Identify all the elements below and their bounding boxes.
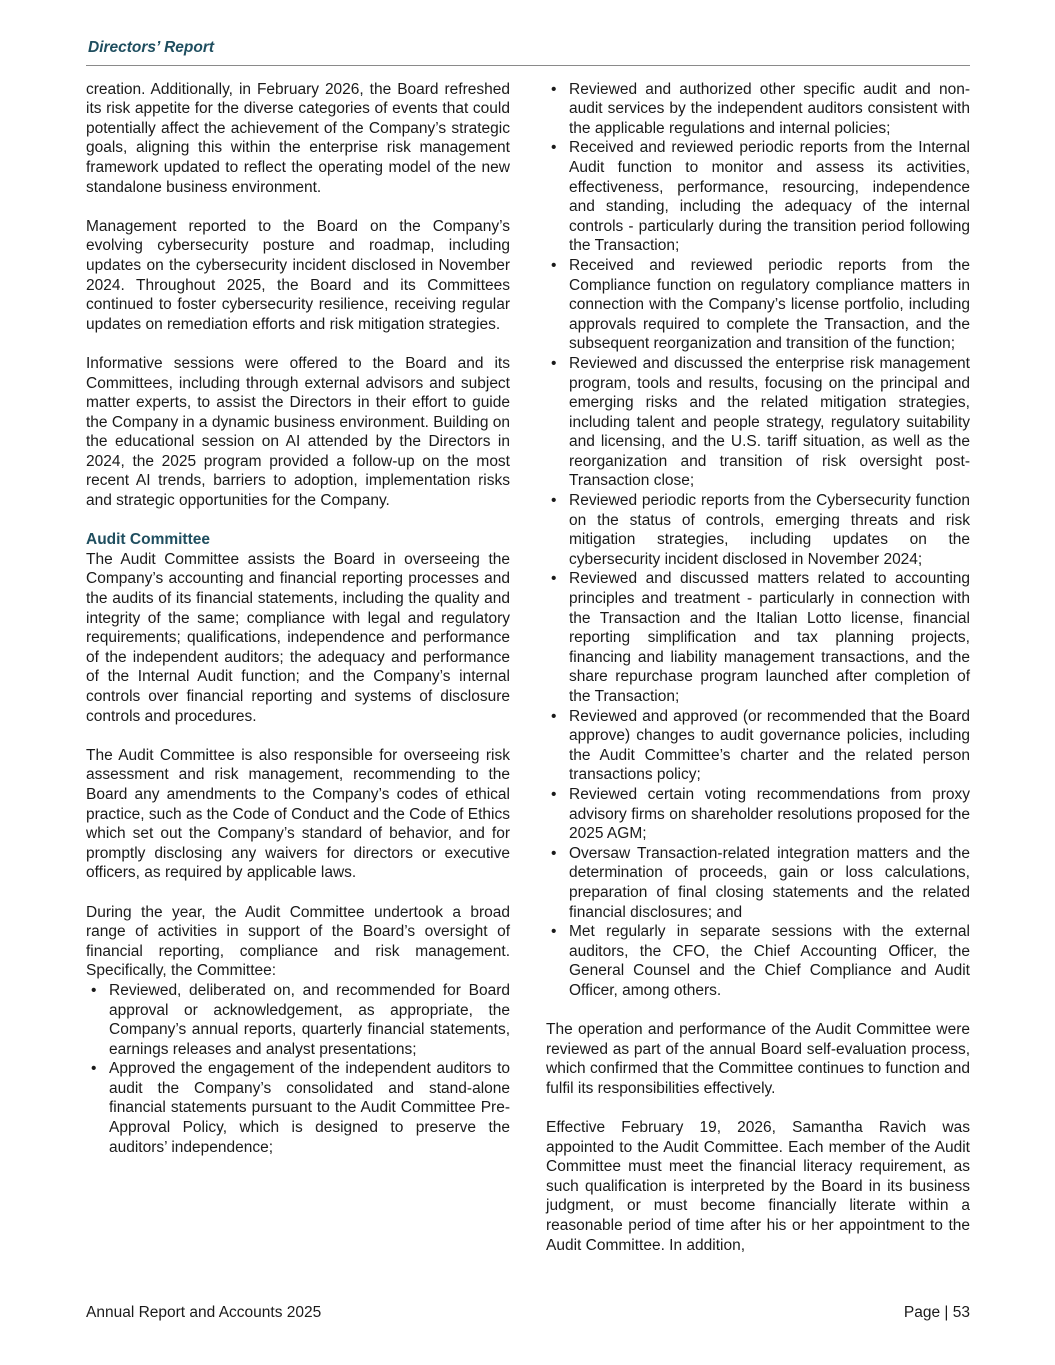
bullet-item: • Received and reviewed periodic reports from the Internal Audit function to monitor and assess its activities, effectiveness, performance, resourcing, independence and standing, including the adequacy of the internal controls - particularly during the transition period following the Transaction; [546,138,970,256]
report-title: Directors’ Report [88,39,215,56]
bullet-list [86,981,510,1157]
paragraph: The operation and performance of the Audit Committee were reviewed as part of the annual Board self-evaluation process, which confirmed that the Committee continues to function and fulfil its responsibilities effectively. [546,1021,970,1097]
page-footer [86,1303,970,1323]
bullet-item: • Reviewed and discussed the enterprise risk management program, tools and results, focusing on the principal and emerging risks and the related mitigation strategies, including talent and people strategy, regulatory suitability and licensing, and the U.S. tariff situation, as well as the reorganization and transition of risk oversight post-Transaction close; [546,354,970,491]
page-header [86,38,970,66]
paragraph: creation. Additionally, in February 2026, the Board refreshed its risk appetite for the diverse categories of events that could potentially affect the achievement of the Company’s strategic goals, aligning this within the enterprise risk management framework updated to reflect the operating model of the new standalone business environment. [86,80,510,196]
paragraph: During the year, the Audit Committee undertook a broad range of activities in support of the Board’s oversight of financial reporting, compliance and risk management. Specifically, the Committee: [86,903,510,980]
bullet-item: • Met regularly in separate sessions with the external auditors, the CFO, the Chief Accounting Officer, the General Counsel and the Chief Compliance and Audit Officer, among others. [546,922,970,1000]
footer-page-number: Page | 53 [903,1304,970,1322]
bullet-item: • Reviewed and discussed matters related to accounting principles and treatment - particularly in connection with the Transaction and the Italian Lotto license, financial reporting simplification and tax planning projects, financing and liability management transactions, and the share repurchase program launched after completion of the Transaction; [546,569,970,706]
paragraph: The Audit Committee is also responsible for overseeing risk assessment and risk management, recommending to the Board any amendments to the Company’s codes of ethical practice, such as the Code of Conduct and the Code of Ethics which set out the Company’s standard of behavior, and for promptly disclosing any waivers for directors or executive officers, as required by applicable laws. [86,746,510,882]
left-column [86,80,510,1275]
two-column-body [86,80,970,1275]
paragraph: Management reported to the Board on the Company’s evolving cybersecurity posture and roadmap, including updates on the cybersecurity incident disclosed in November 2024. Throughout 2025, the Board and its Committees continued to foster cybersecurity resilience, receiving regular updates on remediation efforts and risk mitigation strategies. [86,217,510,333]
bullet-list [546,80,970,1001]
right-column [546,80,970,1275]
bullet-item: • Reviewed periodic reports from the Cybersecurity function on the status of controls, emerging threats and risk mitigation strategies, including updates on the cybersecurity incident disclosed in November 2024; [546,491,970,569]
bullet-item: • Reviewed and approved (or recommended that the Board approve) changes to audit governance policies, including the Audit Committee’s charter and the related person transactions policy; [546,707,970,785]
bullet-item: • Reviewed and authorized other specific audit and non-audit services by the independent auditors consistent with the applicable regulations and internal policies; [546,80,970,139]
bullet-item: • Reviewed, deliberated on, and recommended for Board approval or acknowledgement, as appropriate, the Company’s annual reports, quarterly financial statements, earnings releases and analyst presentations; [86,981,510,1059]
bullet-item: • Approved the engagement of the independent auditors to audit the Company’s consolidated and stand-alone financial statements pursuant to the Audit Committee Pre-Approval Policy, which is designed to preserve the auditors’ independence; [86,1059,510,1157]
paragraph: Effective February 19, 2026, Samantha Ravich was appointed to the Audit Committee. Each member of the Audit Committee must meet the financial literacy requirement, as such qualification is interpreted by the Board in its business judgment, or must become financially literate within a reasonable period of time after his or her appointment to the Audit Committee. In addition, [546,1119,970,1254]
paragraph: Informative sessions were offered to the Board and its Committees, including through external advisors and subject matter experts, to assist the Directors in their effort to guide the Company in a dynamic business environment. Building on the educational session on AI attended by the Directors in 2024, the 2025 program provided a follow-up on the most recent AI trends, barriers to adoption, implementation risks and strategic opportunities for the Company. [86,354,510,510]
bullet-item: • Oversaw Transaction-related integration matters and the determination of proceeds, gain or loss calculations, preparation of final closing statements and the related financial disclosures; and [546,844,970,922]
bullet-item: • Reviewed certain voting recommendations from proxy advisory firms on shareholder resolutions proposed for the 2025 AGM; [546,785,970,844]
section-heading: Audit Committee [86,531,210,549]
paragraph: The Audit Committee assists the Board in overseeing the Company’s accounting and financial reporting processes and the audits of its financial statements, including the quality and integrity of the same; compliance with legal and regulatory requirements; qualifications, independence and performance of the independent auditors; the adequacy and performance of the Internal Audit function; and the Company’s internal controls over financial reporting and systems of disclosure controls and procedures. [86,550,510,725]
bullet-item: • Received and reviewed periodic reports from the Compliance function on regulatory compliance matters in connection with the Company’s license portfolio, including approvals required to complete the Transaction, and the subsequent reorganization and transition of the function; [546,256,970,354]
footer-report-name: Annual Report and Accounts 2025 [86,1304,322,1322]
